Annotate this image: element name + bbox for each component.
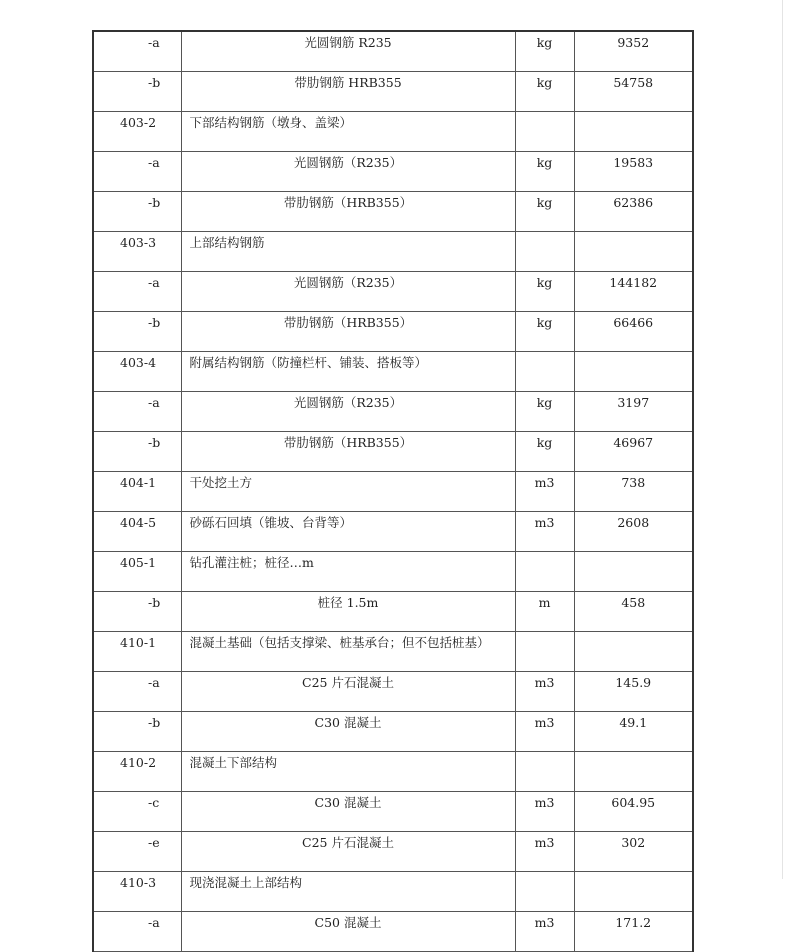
table-row bbox=[93, 272, 693, 312]
bill-of-quantities-table bbox=[92, 30, 694, 952]
unit-cell: m3 bbox=[515, 712, 574, 752]
unit-cell: kg bbox=[515, 392, 574, 432]
table-row bbox=[93, 872, 693, 912]
item-code-cell: -b bbox=[93, 712, 181, 752]
item-name-cell: 上部结构钢筋 bbox=[181, 232, 515, 272]
item-name-cell: 下部结构钢筋（墩身、盖梁） bbox=[181, 112, 515, 152]
unit-cell bbox=[515, 752, 574, 792]
table-row bbox=[93, 712, 693, 752]
item-code-cell: 410-3 bbox=[93, 872, 181, 912]
unit-cell: kg bbox=[515, 432, 574, 472]
table-row bbox=[93, 672, 693, 712]
unit-cell bbox=[515, 632, 574, 672]
item-code-cell: 410-2 bbox=[93, 752, 181, 792]
table-row bbox=[93, 232, 693, 272]
unit-cell bbox=[515, 552, 574, 592]
quantity-cell: 302 bbox=[574, 832, 693, 872]
item-code-cell: -a bbox=[93, 672, 181, 712]
item-name-cell: 光圆钢筋 R235 bbox=[181, 31, 515, 72]
item-name-cell: 混凝土基础（包括支撑梁、桩基承台；但不包括桩基） bbox=[181, 632, 515, 672]
quantity-cell bbox=[574, 112, 693, 152]
quantity-cell: 49.1 bbox=[574, 712, 693, 752]
item-name-cell: 光圆钢筋（R235） bbox=[181, 272, 515, 312]
unit-cell bbox=[515, 112, 574, 152]
item-code-cell: 404-1 bbox=[93, 472, 181, 512]
item-code-cell: -a bbox=[93, 31, 181, 72]
quantity-cell bbox=[574, 872, 693, 912]
quantity-cell: 738 bbox=[574, 472, 693, 512]
unit-cell: m3 bbox=[515, 472, 574, 512]
unit-cell: kg bbox=[515, 152, 574, 192]
item-code-cell: 403-2 bbox=[93, 112, 181, 152]
quantity-cell bbox=[574, 752, 693, 792]
table-row bbox=[93, 472, 693, 512]
item-name-cell: 现浇混凝土上部结构 bbox=[181, 872, 515, 912]
item-code-cell: -b bbox=[93, 592, 181, 632]
item-code-cell: -b bbox=[93, 312, 181, 352]
table-row bbox=[93, 552, 693, 592]
table-row bbox=[93, 832, 693, 872]
quantity-cell: 66466 bbox=[574, 312, 693, 352]
table-row bbox=[93, 72, 693, 112]
page-edge bbox=[782, 0, 783, 879]
item-name-cell: 带肋钢筋（HRB355） bbox=[181, 192, 515, 232]
quantity-cell: 458 bbox=[574, 592, 693, 632]
item-code-cell: -b bbox=[93, 72, 181, 112]
quantity-cell bbox=[574, 552, 693, 592]
unit-cell: kg bbox=[515, 272, 574, 312]
table-row bbox=[93, 312, 693, 352]
quantity-cell: 604.95 bbox=[574, 792, 693, 832]
item-name-cell: C25 片石混凝土 bbox=[181, 832, 515, 872]
unit-cell: m3 bbox=[515, 912, 574, 952]
item-name-cell: 带肋钢筋（HRB355） bbox=[181, 312, 515, 352]
table-body bbox=[93, 31, 693, 952]
unit-cell: m bbox=[515, 592, 574, 632]
quantity-cell: 62386 bbox=[574, 192, 693, 232]
quantity-cell bbox=[574, 352, 693, 392]
item-name-cell: 混凝土下部结构 bbox=[181, 752, 515, 792]
unit-cell: kg bbox=[515, 31, 574, 72]
table-row bbox=[93, 31, 693, 72]
unit-cell: m3 bbox=[515, 672, 574, 712]
unit-cell bbox=[515, 352, 574, 392]
unit-cell: kg bbox=[515, 312, 574, 352]
unit-cell: m3 bbox=[515, 512, 574, 552]
item-code-cell: 410-1 bbox=[93, 632, 181, 672]
item-name-cell: 钻孔灌注桩；桩径…m bbox=[181, 552, 515, 592]
quantity-cell: 19583 bbox=[574, 152, 693, 192]
table-row bbox=[93, 352, 693, 392]
table-row bbox=[93, 512, 693, 552]
table-row bbox=[93, 592, 693, 632]
table-row bbox=[93, 152, 693, 192]
unit-cell: kg bbox=[515, 192, 574, 232]
item-name-cell: C30 混凝土 bbox=[181, 792, 515, 832]
item-code-cell: -c bbox=[93, 792, 181, 832]
item-code-cell: -a bbox=[93, 392, 181, 432]
item-name-cell: 带肋钢筋 HRB355 bbox=[181, 72, 515, 112]
quantity-cell: 3197 bbox=[574, 392, 693, 432]
table-row bbox=[93, 392, 693, 432]
quantity-cell bbox=[574, 632, 693, 672]
table-row bbox=[93, 432, 693, 472]
unit-cell: kg bbox=[515, 72, 574, 112]
unit-cell bbox=[515, 872, 574, 912]
table-row bbox=[93, 792, 693, 832]
unit-cell: m3 bbox=[515, 832, 574, 872]
quantity-cell: 46967 bbox=[574, 432, 693, 472]
item-name-cell: 附属结构钢筋（防撞栏杆、铺装、搭板等） bbox=[181, 352, 515, 392]
item-code-cell: -a bbox=[93, 912, 181, 952]
item-code-cell: -b bbox=[93, 192, 181, 232]
item-name-cell: C30 混凝土 bbox=[181, 712, 515, 752]
item-name-cell: 光圆钢筋（R235） bbox=[181, 392, 515, 432]
quantity-cell: 144182 bbox=[574, 272, 693, 312]
quantity-cell: 145.9 bbox=[574, 672, 693, 712]
item-name-cell: 砂砾石回填（锥坡、台背等） bbox=[181, 512, 515, 552]
item-code-cell: -a bbox=[93, 272, 181, 312]
unit-cell bbox=[515, 232, 574, 272]
table-row bbox=[93, 112, 693, 152]
item-name-cell: 桩径 1.5m bbox=[181, 592, 515, 632]
item-code-cell: -b bbox=[93, 432, 181, 472]
item-code-cell: 405-1 bbox=[93, 552, 181, 592]
item-name-cell: 光圆钢筋（R235） bbox=[181, 152, 515, 192]
item-code-cell: 403-4 bbox=[93, 352, 181, 392]
item-name-cell: 干处挖土方 bbox=[181, 472, 515, 512]
item-code-cell: -e bbox=[93, 832, 181, 872]
table-row bbox=[93, 192, 693, 232]
item-code-cell: -a bbox=[93, 152, 181, 192]
quantity-cell: 2608 bbox=[574, 512, 693, 552]
quantity-cell: 54758 bbox=[574, 72, 693, 112]
item-code-cell: 403-3 bbox=[93, 232, 181, 272]
item-name-cell: C50 混凝土 bbox=[181, 912, 515, 952]
quantity-cell bbox=[574, 232, 693, 272]
quantity-cell: 171.2 bbox=[574, 912, 693, 952]
table-row bbox=[93, 632, 693, 672]
item-name-cell: 带肋钢筋（HRB355） bbox=[181, 432, 515, 472]
table-row bbox=[93, 912, 693, 952]
item-name-cell: C25 片石混凝土 bbox=[181, 672, 515, 712]
quantity-cell: 9352 bbox=[574, 31, 693, 72]
item-code-cell: 404-5 bbox=[93, 512, 181, 552]
unit-cell: m3 bbox=[515, 792, 574, 832]
table-row bbox=[93, 752, 693, 792]
